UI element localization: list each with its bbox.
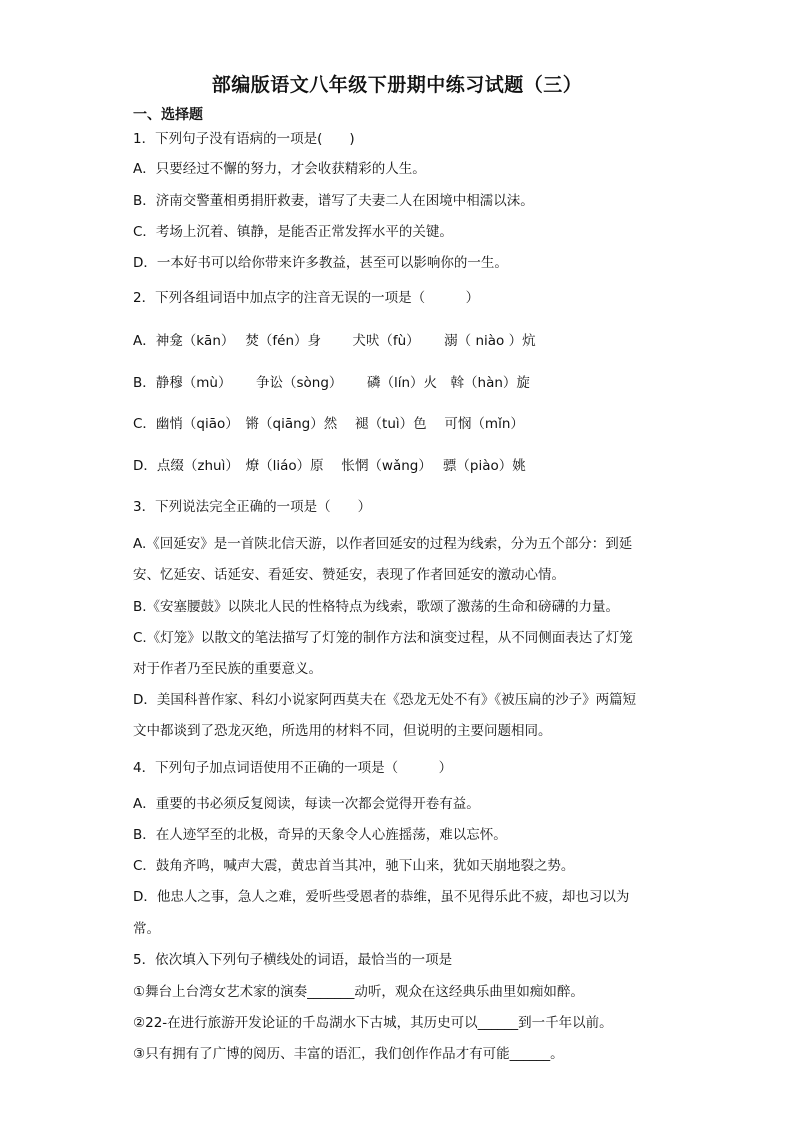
- text-line-q4c: C．鼓角齐鸣，喊声大震，黄忠首当其冲，驰下山来，犹如天崩地裂之势。: [133, 858, 575, 874]
- text-line-q1d: D．一本好书可以给你带来许多教益，甚至可以影响你的一生。: [133, 255, 508, 271]
- text-line-q3c2: 对于作者乃至民族的重要意义。: [133, 661, 322, 677]
- text-line-q2b: B．静穆（mù） 争讼（sòng） 磷（lín）火 斡（hàn）旋: [133, 375, 530, 391]
- text-line-q2a: A．神龛（kān） 焚（fén）身 犬吠（fù） 溺（ niào ）炕: [133, 333, 536, 349]
- text-line-q1a: A．只要经过不懈的努力，才会收获精彩的人生。: [133, 161, 426, 177]
- text-line-q1c: C．考场上沉着、镇静，是能否正常发挥水平的关键。: [133, 224, 453, 240]
- text-line-q4d2: 常。: [133, 921, 160, 937]
- text-line-q3: 3．下列说法完全正确的一项是（ ）: [133, 499, 372, 515]
- text-line-q5s3: ③只有拥有了广博的阅历、丰富的语汇，我们创作作品才有可能______。: [133, 1046, 564, 1062]
- text-line-q4a: A．重要的书必须反复阅读，每读一次都会觉得开卷有益。: [133, 796, 480, 812]
- text-line-q5: 5．依次填入下列句子横线处的词语，最恰当的一项是: [133, 952, 453, 968]
- section-heading: 一、选择题: [133, 107, 203, 123]
- text-line-q4d1: D．他忠人之事，急人之难，爱听些受恩者的恭维，虽不见得乐此不疲，却也习以为: [133, 889, 630, 905]
- text-line-q2c: C．幽悄（qiāo） 锵（qiāng）然 褪（tuì）色 可悯（mǐn）: [133, 416, 524, 432]
- text-line-q4b: B．在人迹罕至的北极，奇异的天象令人心旌摇荡，难以忘怀。: [133, 827, 507, 843]
- text-line-q3d2: 文中都谈到了恐龙灭绝，所选用的材料不同，但说明的主要问题相同。: [133, 723, 552, 739]
- text-line-q2: 2．下列各组词语中加点字的注音无误的一项是（ ）: [133, 290, 480, 306]
- text-line-q3a2: 安、忆延安、话延安、看延安、赞延安，表现了作者回延安的激动心情。: [133, 567, 565, 583]
- text-line-q1: 1．下列句子没有语病的一项是( ): [133, 131, 355, 147]
- text-line-q3b: B.《安塞腰鼓》以陕北人民的性格特点为线索，歌颂了激荡的生命和磅礴的力量。: [133, 599, 620, 615]
- text-line-q3c1: C.《灯笼》以散文的笔法描写了灯笼的制作方法和演变过程，从不同侧面表达了灯笼: [133, 630, 633, 646]
- text-line-q5s2: ②22-在进行旅游开发论证的千岛湖水下古城，其历史可以______到一千年以前。: [133, 1015, 613, 1031]
- text-line-q1b: B．济南交警董相勇捐肝救妻，谱写了夫妻二人在困境中相濡以沫。: [133, 193, 534, 209]
- text-line-q3d1: D．美国科普作家、科幻小说家阿西莫夫在《恐龙无处不有》《被压扁的沙子》两篇短: [133, 692, 637, 708]
- text-line-q2d: D．点缀（zhuì） 燎（liáo）原 怅惘（wǎng） 骠（piào）姚: [133, 458, 526, 474]
- text-line-q3a1: A.《回延安》是一首陕北信天游，以作者回延安的过程为线索，分为五个部分：到延: [133, 536, 633, 552]
- text-line-q5s1: ①舞台上台湾女艺术家的演奏_______动听，观众在这经典乐曲里如痴如醉。: [133, 984, 584, 1000]
- page-title: 部编版语文八年级下册期中练习试题（三）: [211, 74, 583, 96]
- text-line-q4: 4．下列句子加点词语使用不正确的一项是（ ）: [133, 760, 453, 776]
